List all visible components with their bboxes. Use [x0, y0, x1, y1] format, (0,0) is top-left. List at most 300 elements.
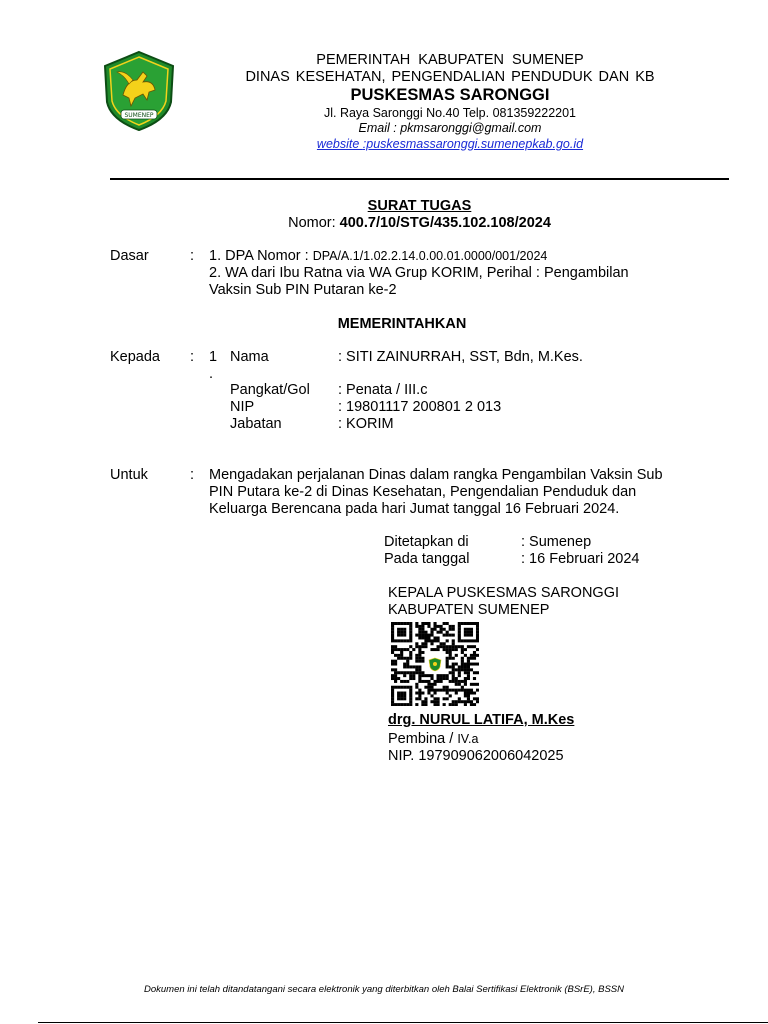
qr-module: [473, 692, 476, 695]
qr-module: [476, 663, 479, 666]
dasar-item-1: [209, 248, 547, 265]
qr-module: [476, 671, 479, 674]
qr-module: [437, 674, 440, 677]
qr-module: [400, 631, 403, 634]
qr-module: [430, 677, 433, 680]
qr-module: [397, 694, 400, 697]
qr-module: [440, 680, 443, 683]
qr-module: [391, 625, 394, 628]
qr-module: [409, 689, 412, 692]
qr-module: [409, 703, 412, 706]
qr-module: [409, 651, 412, 654]
qr-module: [446, 689, 449, 692]
qr-module: [430, 642, 433, 645]
qr-module: [418, 694, 421, 697]
qr-module: [443, 674, 446, 677]
qr-module: [397, 671, 400, 674]
qr-module: [437, 703, 440, 706]
untuk-label: Untuk: [110, 467, 148, 483]
qr-module: [437, 700, 440, 703]
qr-module: [403, 628, 406, 631]
qr-module: [443, 628, 446, 631]
qr-module: [437, 689, 440, 692]
qr-module: [394, 645, 397, 648]
pangkat-value: : Penata / III.c: [338, 382, 428, 398]
qr-module: [461, 689, 464, 692]
qr-module: [406, 671, 409, 674]
qr-module: [437, 680, 440, 683]
letterhead-email: Email : pkmsaronggi@gmail.com: [358, 121, 542, 135]
qr-module: [406, 703, 409, 706]
qr-module: [464, 671, 467, 674]
qr-module: [418, 665, 421, 668]
qr-module: [406, 680, 409, 683]
qr-module: [391, 694, 394, 697]
letterhead-website: [190, 138, 710, 151]
qr-module: [406, 648, 409, 651]
qr-module: [409, 686, 412, 689]
qr-module: [394, 622, 397, 625]
qr-module: [391, 631, 394, 634]
qr-module: [452, 663, 455, 666]
dasar-item-1-value: DPA/A.1/1.02.2.14.0.00.01.0000/001/2024: [312, 249, 548, 263]
qr-module: [443, 677, 446, 680]
qr-module: [424, 680, 427, 683]
qr-module: [461, 686, 464, 689]
qr-module: [446, 686, 449, 689]
qr-module: [409, 694, 412, 697]
qr-module: [464, 639, 467, 642]
qr-module: [400, 651, 403, 654]
qr-module: [458, 674, 461, 677]
qr-module: [391, 700, 394, 703]
qr-module: [458, 665, 461, 668]
qr-module: [473, 663, 476, 666]
qr-module: [458, 631, 461, 634]
electronic-signature-note: Dokumen ini telah ditandatangani secara elektronik yang diterbitkan oleh Balai Sertifikasi Elektronik (BSrE), BSSN: [144, 984, 624, 995]
qr-module: [443, 642, 446, 645]
qr-module: [430, 648, 433, 651]
qr-module: [409, 636, 412, 639]
qr-module: [412, 665, 415, 668]
qr-module: [418, 689, 421, 692]
qr-module: [470, 692, 473, 695]
qr-module: [458, 683, 461, 686]
signer-position-line-1: KEPALA PUSKESMAS SARONGGI: [388, 585, 620, 601]
qr-module: [464, 683, 467, 686]
qr-module: [455, 677, 458, 680]
qr-module: [464, 634, 467, 637]
nip-value: : 19801117 200801 2 013: [338, 399, 502, 415]
qr-module: [397, 703, 400, 706]
qr-module: [446, 677, 449, 680]
nip-label: NIP: [230, 399, 255, 415]
qr-module: [461, 622, 464, 625]
qr-module: [455, 692, 458, 695]
qr-module: [391, 697, 394, 700]
qr-module: [421, 703, 424, 706]
qr-module: [403, 674, 406, 677]
qr-module: [458, 697, 461, 700]
qr-module: [470, 639, 473, 642]
qr-module: [421, 671, 424, 674]
qr-module: [476, 683, 479, 686]
qr-module: [433, 692, 436, 695]
qr-module: [397, 697, 400, 700]
logo-text: SUMENEP: [124, 112, 154, 119]
footer-divider: [38, 1022, 768, 1023]
qr-module: [455, 654, 458, 657]
qr-module: [452, 634, 455, 637]
qr-module: [409, 671, 412, 674]
qr-module: [446, 657, 449, 660]
qr-module: [409, 692, 412, 695]
qr-module: [415, 642, 418, 645]
qr-module: [455, 645, 458, 648]
qr-module: [427, 680, 430, 683]
qr-module: [406, 665, 409, 668]
qr-module: [473, 671, 476, 674]
qr-module: [418, 671, 421, 674]
qr-module: [449, 625, 452, 628]
qr-module: [397, 631, 400, 634]
qr-module: [458, 671, 461, 674]
qr-module: [467, 700, 470, 703]
qr-module: [461, 645, 464, 648]
dasar-item-2-line-2: Vaksin Sub PIN Putaran ke-2: [209, 282, 397, 298]
qr-module: [433, 680, 436, 683]
qr-module: [470, 622, 473, 625]
qr-module: [476, 634, 479, 637]
qr-module: [458, 622, 461, 625]
qr-module: [470, 668, 473, 671]
qr-module: [415, 668, 418, 671]
qr-module: [427, 625, 430, 628]
qr-module: [455, 689, 458, 692]
qr-module: [464, 689, 467, 692]
qr-module: [418, 634, 421, 637]
qr-module: [458, 636, 461, 639]
qr-module: [415, 686, 418, 689]
qr-module: [470, 663, 473, 666]
qr-module: [394, 677, 397, 680]
letterhead-address: Jl. Raya Saronggi No.40 Telp. 081359222201: [323, 106, 577, 120]
tanggal-value: : 16 Februari 2024: [521, 551, 640, 567]
qr-module: [430, 634, 433, 637]
qr-module: [443, 689, 446, 692]
qr-module: [449, 671, 452, 674]
qr-module: [446, 631, 449, 634]
kepada-colon: :: [190, 349, 195, 365]
qr-module: [418, 692, 421, 695]
qr-module: [452, 671, 455, 674]
qr-module: [443, 634, 446, 637]
qr-module: [458, 700, 461, 703]
qr-module: [467, 671, 470, 674]
qr-module: [464, 680, 467, 683]
qr-module: [464, 648, 467, 651]
qr-module: [403, 671, 406, 674]
qr-module: [476, 622, 479, 625]
qr-module: [452, 639, 455, 642]
qr-module: [421, 692, 424, 695]
qr-module: [412, 674, 415, 677]
qr-module: [440, 689, 443, 692]
qr-module: [409, 639, 412, 642]
dasar-label: Dasar: [110, 248, 149, 264]
qr-module: [391, 636, 394, 639]
qr-module: [458, 625, 461, 628]
qr-module: [394, 686, 397, 689]
qr-module: [461, 665, 464, 668]
qr-module: [476, 654, 479, 657]
tanggal-label: Pada tanggal: [384, 551, 470, 567]
qr-module: [427, 692, 430, 695]
qr-module: [427, 683, 430, 686]
qr-module: [394, 648, 397, 651]
letterhead-divider: [110, 178, 729, 180]
qr-module: [467, 628, 470, 631]
qr-module: [452, 680, 455, 683]
qr-module: [400, 697, 403, 700]
qr-module: [473, 657, 476, 660]
website-link[interactable]: website: [316, 137, 363, 151]
qr-module: [415, 697, 418, 700]
qr-module: [424, 703, 427, 706]
qr-module: [400, 671, 403, 674]
website-url[interactable]: :puskesmassaronggi.sumenepkab.go.id: [362, 137, 584, 151]
qr-module: [418, 668, 421, 671]
qr-module: [470, 689, 473, 692]
qr-module: [433, 648, 436, 651]
qr-module: [391, 628, 394, 631]
qr-module: [455, 700, 458, 703]
qr-module: [403, 694, 406, 697]
qr-module: [433, 625, 436, 628]
qr-module: [406, 660, 409, 663]
qr-module: [470, 631, 473, 634]
qr-module: [427, 636, 430, 639]
qr-module: [464, 622, 467, 625]
qr-module: [412, 677, 415, 680]
qr-module: [461, 657, 464, 660]
qr-module: [418, 648, 421, 651]
qr-module: [476, 625, 479, 628]
qr-module: [470, 657, 473, 660]
qr-module: [476, 648, 479, 651]
qr-module: [446, 663, 449, 666]
qr-module: [467, 665, 470, 668]
qr-module: [418, 660, 421, 663]
qr-module: [455, 680, 458, 683]
qr-module: [464, 703, 467, 706]
qr-module: [467, 634, 470, 637]
qr-module: [418, 680, 421, 683]
untuk-line-3: Keluarga Berencana pada hari Jumat tanggal 16 Februari 2024.: [209, 501, 620, 517]
qr-module: [430, 686, 433, 689]
kabupaten-sumenep-logo: [103, 50, 175, 132]
qr-module: [418, 657, 421, 660]
qr-module: [409, 700, 412, 703]
qr-module: [467, 692, 470, 695]
qr-module: [470, 628, 473, 631]
qr-module: [427, 686, 430, 689]
qr-module: [473, 645, 476, 648]
qr-module: [437, 648, 440, 651]
qr-module: [437, 677, 440, 680]
qr-module: [464, 694, 467, 697]
qr-module: [461, 663, 464, 666]
signer-rank-value: IV.a: [457, 732, 479, 746]
qr-module: [397, 686, 400, 689]
qr-module: [391, 677, 394, 680]
qr-module: [467, 677, 470, 680]
qr-module: [430, 700, 433, 703]
qr-module: [467, 645, 470, 648]
qr-module: [418, 645, 421, 648]
qr-module: [470, 683, 473, 686]
qr-module: [473, 651, 476, 654]
dasar-colon: :: [190, 248, 195, 264]
qr-module: [458, 628, 461, 631]
qr-module: [427, 689, 430, 692]
qr-module: [418, 625, 421, 628]
qr-module: [440, 628, 443, 631]
signature-qr-code: [391, 622, 479, 706]
pangkat-label: Pangkat/Gol: [230, 382, 310, 398]
qr-module: [406, 639, 409, 642]
qr-center-logo: [427, 656, 443, 672]
qr-module: [424, 639, 427, 642]
qr-module: [452, 668, 455, 671]
qr-module: [400, 654, 403, 657]
qr-module: [409, 665, 412, 668]
qr-module: [452, 657, 455, 660]
qr-module: [421, 674, 424, 677]
qr-module: [467, 674, 470, 677]
qr-module: [424, 674, 427, 677]
qr-module: [391, 674, 394, 677]
qr-module: [455, 683, 458, 686]
qr-module: [409, 634, 412, 637]
letterhead-government: PEMERINTAH KABUPATEN SUMENEP: [316, 52, 584, 68]
qr-module: [421, 631, 424, 634]
qr-module: [397, 622, 400, 625]
qr-module: [409, 677, 412, 680]
qr-module: [427, 674, 430, 677]
qr-module: [449, 680, 452, 683]
nama-value: : SITI ZAINURRAH, SST, Bdn, M.Kes.: [338, 349, 583, 365]
qr-module: [455, 703, 458, 706]
jabatan-value: : KORIM: [338, 416, 394, 432]
qr-module: [430, 631, 433, 634]
qr-module: [467, 697, 470, 700]
kepada-number: 1: [209, 349, 218, 365]
qr-module: [476, 697, 479, 700]
qr-module: [403, 680, 406, 683]
qr-module: [440, 642, 443, 645]
qr-module: [433, 689, 436, 692]
signer-rank-prefix: Pembina /: [388, 731, 458, 747]
qr-module: [415, 622, 418, 625]
qr-module: [458, 639, 461, 642]
number-label: Nomor:: [288, 215, 340, 231]
qr-module: [418, 674, 421, 677]
qr-module: [440, 625, 443, 628]
qr-module: [455, 648, 458, 651]
qr-module: [424, 700, 427, 703]
qr-module: [391, 651, 394, 654]
qr-module: [433, 636, 436, 639]
qr-module: [461, 660, 464, 663]
qr-module: [403, 692, 406, 695]
qr-module: [433, 703, 436, 706]
kepada-number-dot: .: [209, 366, 214, 382]
qr-module: [446, 692, 449, 695]
qr-module: [449, 651, 452, 654]
qr-module: [464, 631, 467, 634]
qr-module: [433, 697, 436, 700]
qr-module: [461, 668, 464, 671]
qr-module: [424, 645, 427, 648]
qr-module: [452, 703, 455, 706]
qr-module: [473, 703, 476, 706]
qr-module: [403, 648, 406, 651]
qr-module: [415, 654, 418, 657]
ditetapkan-value: : Sumenep: [521, 534, 592, 550]
qr-module: [440, 645, 443, 648]
qr-module: [412, 648, 415, 651]
qr-module: [397, 692, 400, 695]
qr-module: [433, 683, 436, 686]
command-heading: MEMERINTAHKAN: [337, 316, 467, 332]
qr-module: [391, 689, 394, 692]
qr-module: [470, 700, 473, 703]
qr-module: [424, 622, 427, 625]
jabatan-label: Jabatan: [230, 416, 282, 432]
qr-module: [406, 657, 409, 660]
qr-module: [400, 692, 403, 695]
qr-module: [461, 648, 464, 651]
qr-module: [452, 648, 455, 651]
qr-module: [421, 625, 424, 628]
qr-module: [397, 677, 400, 680]
letterhead-department: DINAS KESEHATAN, PENGENDALIAN PENDUDUK DAN KB: [245, 69, 655, 85]
qr-module: [458, 689, 461, 692]
qr-module: [403, 686, 406, 689]
qr-module: [400, 680, 403, 683]
qr-module: [452, 674, 455, 677]
qr-module: [449, 694, 452, 697]
qr-module: [449, 657, 452, 660]
qr-module: [397, 628, 400, 631]
qr-module: [403, 665, 406, 668]
qr-module: [391, 639, 394, 642]
qr-module: [446, 665, 449, 668]
qr-module: [446, 645, 449, 648]
qr-module: [440, 674, 443, 677]
qr-module: [418, 677, 421, 680]
qr-module: [391, 634, 394, 637]
qr-module: [397, 639, 400, 642]
kepada-label: Kepada: [110, 349, 160, 365]
qr-module: [415, 645, 418, 648]
qr-module: [467, 660, 470, 663]
qr-module: [409, 631, 412, 634]
qr-module: [452, 689, 455, 692]
qr-module: [470, 645, 473, 648]
qr-module: [430, 683, 433, 686]
